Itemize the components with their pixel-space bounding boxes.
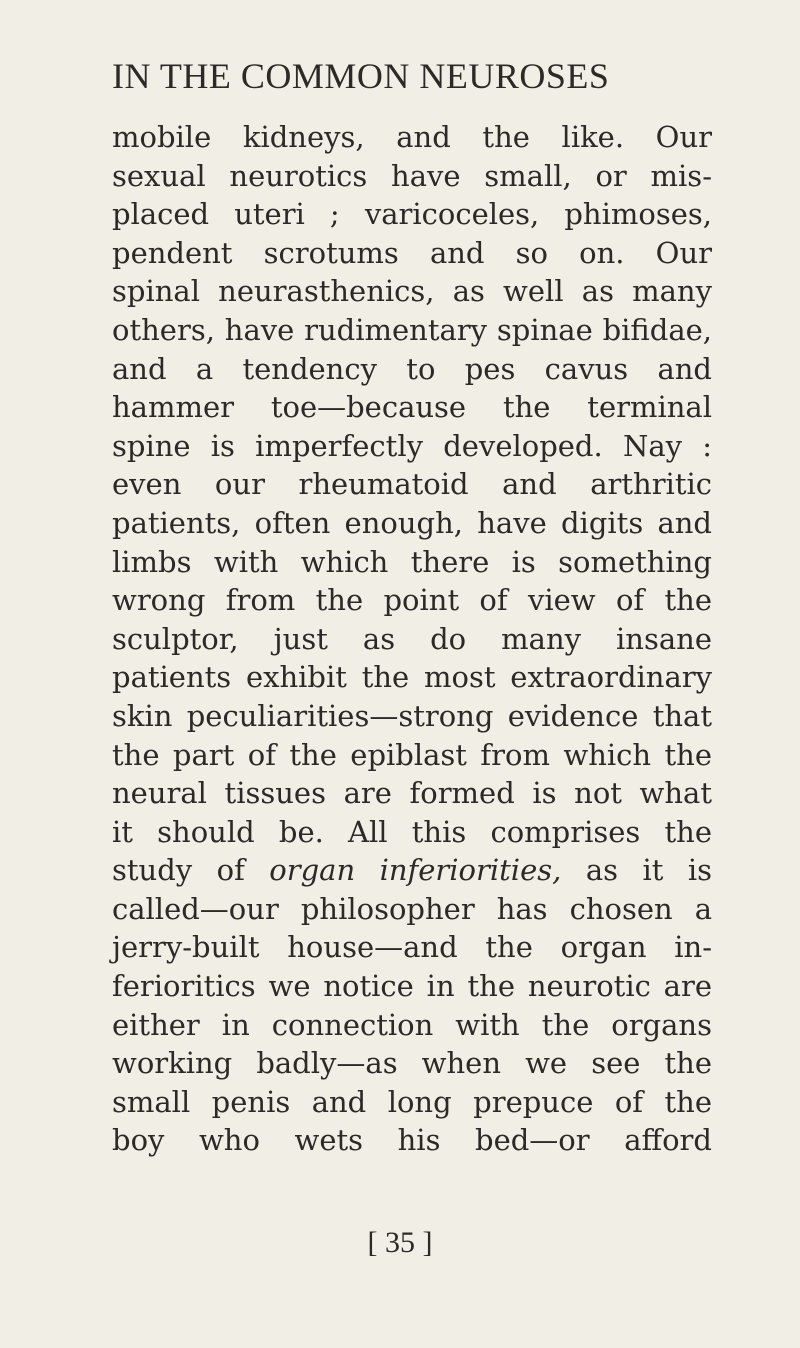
text-line: skin peculiarities—strong evidence that	[112, 698, 712, 733]
text-line-with-italic	[112, 851, 712, 890]
text-line: sexual neurotics have small, or mis-	[112, 158, 712, 193]
text-line: spine is imperfectly developed. Nay :	[112, 428, 712, 463]
text-line: patients, often enough, have digits and	[112, 505, 712, 540]
text-line: spinal neurasthenics, as well as many	[112, 274, 712, 309]
text-line: patients exhibit the most extraordinary	[112, 660, 712, 695]
text-line: wrong from the point of view of the	[112, 583, 712, 618]
text-line: mobile kidneys, and the like. Our	[112, 120, 712, 154]
text-line: pendent scrotums and so on. Our	[112, 235, 712, 270]
text-line: others, have rudimentary spinae bifidae,	[112, 312, 712, 347]
text-line: called—our philosopher has chosen a	[112, 891, 712, 926]
text-line: hammer toe—because the terminal	[112, 390, 712, 425]
text-line: small penis and long prepuce of the	[112, 1084, 712, 1119]
body-text	[112, 118, 712, 1160]
line-segment: as it is	[561, 853, 712, 888]
line-segment: study of	[112, 853, 270, 888]
text-line: it should be. All this comprises the	[112, 814, 712, 849]
text-line: working badly—as when we see the	[112, 1046, 712, 1081]
text-line: even our rheumatoid and arthritic	[112, 467, 712, 502]
text-line: jerry-built house—and the organ in-	[112, 930, 712, 965]
text-line: boy who wets his bed—or afford	[112, 1123, 712, 1158]
italic-phrase: organ inferiorities,	[269, 853, 562, 888]
text-line: the part of the epiblast from which the	[112, 737, 712, 772]
text-line: either in connection with the organs	[112, 1007, 712, 1042]
text-line: limbs with which there is something	[112, 544, 712, 579]
text-line: ferioritics we notice in the neurotic are	[112, 969, 712, 1004]
text-line: placed uteri ; varicoceles, phimoses,	[112, 197, 712, 232]
text-line: sculptor, just as do many insane	[112, 621, 712, 656]
page-number: [ 35 ]	[367, 1226, 433, 1259]
running-head: IN THE COMMON NEUROSES	[112, 56, 610, 96]
text-line: neural tissues are formed is not what	[112, 776, 712, 811]
text-line: and a tendency to pes cavus and	[112, 351, 712, 386]
